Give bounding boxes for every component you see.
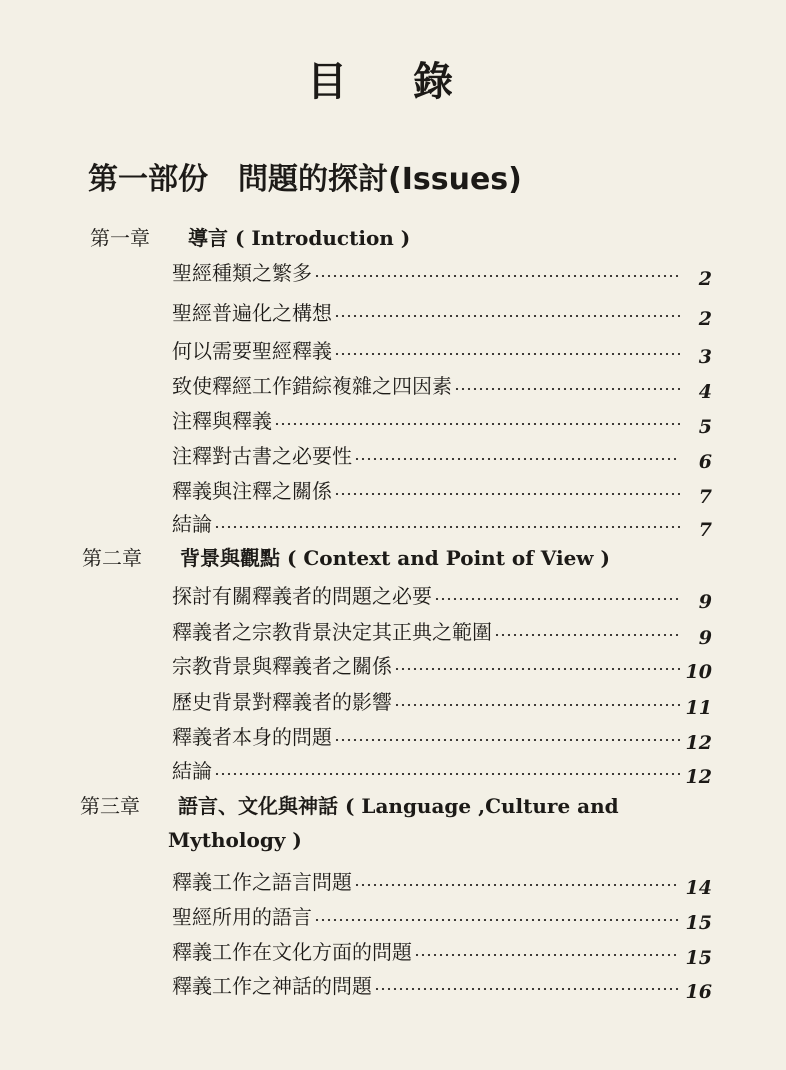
chapter-3-heading <box>80 791 619 821</box>
page-number: 16 <box>685 981 712 1003</box>
dot-leader <box>434 598 680 600</box>
dot-leader <box>394 668 680 670</box>
chapter-label: 第一章 <box>90 226 150 250</box>
chapter-title: 導言 ( Introduction ) <box>188 226 411 250</box>
page-number: 15 <box>685 912 712 934</box>
entry-text: 注釋與釋義 <box>172 408 272 433</box>
toc-entry[interactable] <box>172 439 712 473</box>
toc-entry[interactable] <box>172 369 712 403</box>
dot-leader <box>314 919 680 921</box>
chapter-title: 背景與觀點 ( Context and Point of View ) <box>180 546 610 570</box>
part-heading <box>88 160 522 200</box>
dot-leader <box>274 423 680 425</box>
part-label: 第一部份 <box>88 162 208 197</box>
page-number: 2 <box>698 308 712 330</box>
page-number: 11 <box>685 697 712 719</box>
entry-text: 宗教背景與釋義者之關係 <box>172 653 392 678</box>
dot-leader <box>454 388 680 390</box>
entry-text: 釋義者本身的問題 <box>172 724 332 749</box>
page-number: 2 <box>698 268 712 290</box>
dot-leader <box>214 773 680 775</box>
chapter-title-continued: Mythology ) <box>168 828 302 852</box>
entry-text: 結論 <box>172 511 212 536</box>
toc-entry[interactable] <box>172 256 712 290</box>
toc-entry[interactable] <box>172 685 712 719</box>
page-number: 6 <box>698 451 712 473</box>
chapter-title: 語言、文化與神話 ( Language ,Culture and <box>178 794 619 818</box>
entry-text: 聖經所用的語言 <box>172 904 312 929</box>
page-number: 3 <box>698 346 712 368</box>
dot-leader <box>494 634 680 636</box>
toc-entry[interactable] <box>172 720 712 754</box>
page-number: 12 <box>685 732 712 754</box>
entry-text: 結論 <box>172 758 212 783</box>
page-number: 14 <box>685 877 712 899</box>
entry-text: 歷史背景對釋義者的影響 <box>172 689 392 714</box>
dot-leader <box>354 458 680 460</box>
entry-text: 聖經普遍化之構想 <box>172 300 332 325</box>
toc-entry[interactable] <box>172 334 712 368</box>
entry-text: 探討有關釋義者的問題之必要 <box>172 583 432 608</box>
toc-entry[interactable] <box>172 754 712 788</box>
chapter-1-heading <box>90 223 410 253</box>
page-number: 7 <box>698 519 712 541</box>
dot-leader <box>354 884 680 886</box>
page-number: 10 <box>685 661 712 683</box>
toc-entry[interactable] <box>172 649 712 683</box>
entry-text: 釋義者之宗教背景決定其正典之範圍 <box>172 619 492 644</box>
dot-leader <box>214 526 680 528</box>
page-number: 9 <box>698 627 712 649</box>
toc-entry[interactable] <box>172 296 712 330</box>
dot-leader <box>414 954 680 956</box>
toc-entry[interactable] <box>172 615 712 649</box>
page-number: 15 <box>685 947 712 969</box>
page-number: 5 <box>698 416 712 438</box>
dot-leader <box>394 704 680 706</box>
dot-leader <box>334 353 680 355</box>
entry-text: 釋義工作之神話的問題 <box>172 973 372 998</box>
entry-text: 釋義工作之語言問題 <box>172 869 352 894</box>
toc-entry[interactable] <box>172 935 712 969</box>
toc-entry[interactable] <box>172 474 712 508</box>
toc-entry[interactable] <box>172 507 712 541</box>
dot-leader <box>374 988 680 990</box>
toc-entry[interactable] <box>172 865 712 899</box>
toc-entry[interactable] <box>172 579 712 613</box>
page-number: 7 <box>698 486 712 508</box>
dot-leader <box>334 315 680 317</box>
entry-text: 聖經種類之繁多 <box>172 260 312 285</box>
page-number: 9 <box>698 591 712 613</box>
entry-text: 致使釋經工作錯綜複雜之四因素 <box>172 373 452 398</box>
toc-entry[interactable] <box>172 404 712 438</box>
chapter-2-heading <box>82 543 610 573</box>
chapter-label: 第三章 <box>80 794 140 818</box>
part-name: 問題的探討(Issues) <box>238 162 522 197</box>
entry-text: 釋義工作在文化方面的問題 <box>172 939 412 964</box>
dot-leader <box>334 493 680 495</box>
page-title: 目 錄 <box>307 59 479 105</box>
page-number: 4 <box>698 381 712 403</box>
dot-leader <box>334 739 680 741</box>
entry-text: 何以需要聖經釋義 <box>172 338 332 363</box>
toc-entry[interactable] <box>172 969 712 1003</box>
toc-entry[interactable] <box>172 900 712 934</box>
chapter-label: 第二章 <box>82 546 142 570</box>
dot-leader <box>314 275 680 277</box>
page-number: 12 <box>685 766 712 788</box>
entry-text: 釋義與注釋之關係 <box>172 478 332 503</box>
entry-text: 注釋對古書之必要性 <box>172 443 352 468</box>
